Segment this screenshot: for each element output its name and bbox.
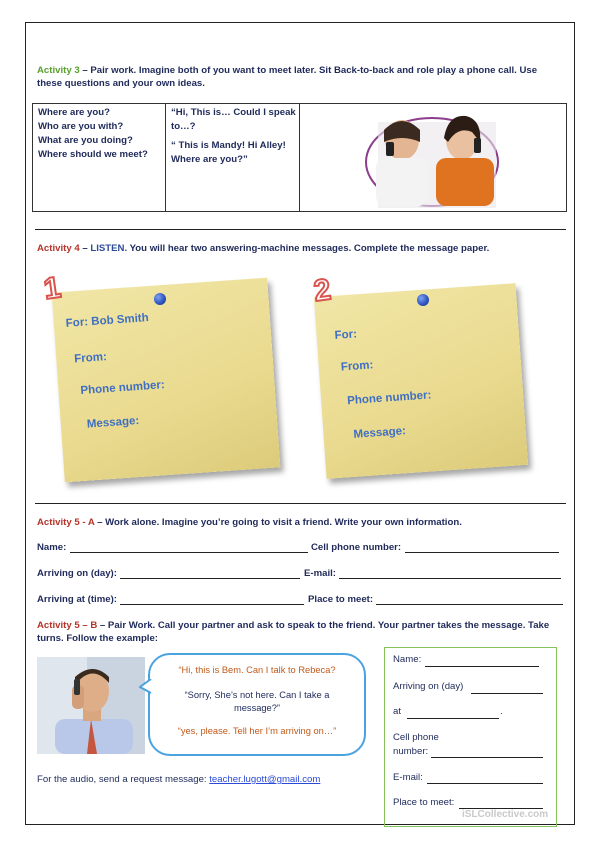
message-note-1 (52, 278, 281, 483)
activity5a-label: Activity 5 - A (37, 517, 95, 528)
activity3-table (32, 103, 567, 212)
email-label: E-mail: (304, 568, 336, 579)
dialogue-line: Where are you?” (171, 154, 248, 165)
note1-phone: Phone number: (80, 379, 166, 397)
email-link[interactable]: teacher.lugott@gmail.com (209, 774, 321, 785)
activity3-label: Activity 3 (37, 65, 80, 76)
activity4-instructions (37, 242, 567, 255)
box-cell-label-2: number: (393, 746, 429, 757)
activity3-text-1: – Pair work. Imagine both of you want to meet later. Sit Back-to-back and role play a phone call. Use (79, 65, 538, 76)
activity5b-text-1: – Pair Work. Call your partner and ask to speak to the friend. Your partner takes the message. Take (97, 620, 550, 631)
pushpin-icon (154, 293, 166, 305)
audio-text: For the audio, send a request message: (37, 774, 210, 785)
arriving-at-label: Arriving at (time): (37, 594, 117, 605)
phone-call-illustration (362, 108, 502, 208)
arriving-at-input-line[interactable] (120, 604, 304, 605)
box-email-line[interactable] (427, 783, 543, 784)
question-item: What are you doing? (38, 135, 133, 146)
speech-bubble (148, 653, 366, 756)
note1-from: From: (73, 351, 108, 366)
email-input-line[interactable] (339, 578, 561, 579)
box-at-line[interactable] (407, 718, 499, 719)
pushpin-icon (417, 294, 429, 306)
activity5a-instructions (37, 516, 567, 529)
bubble-line: “Sorry, She’s not here. Can I take a (184, 690, 330, 700)
box-name-label: Name: (393, 654, 422, 665)
bubble-line: “yes, please. Tell her I’m arriving on…” (177, 726, 337, 736)
phone-call-image-cell (300, 104, 566, 211)
question-item: Where are you? (38, 107, 110, 118)
bubble-line: message?” (234, 703, 280, 713)
bubble-line: “Hi, this is Bem. Can I talk to Rebeca? (178, 665, 336, 675)
activity4-label: Activity 4 (37, 243, 80, 254)
dialogue-line: “Hi, This is… Could I speak (171, 107, 296, 118)
box-cell-label-1: Cell phone (393, 732, 439, 743)
activity5b-text-2: turns. Follow the example: (37, 633, 159, 644)
note1-for: For: Bob Smith (65, 312, 150, 330)
cell-phone-input-line[interactable] (405, 552, 559, 553)
note-number-1: 1 (41, 271, 63, 307)
box-place-label: Place to meet: (393, 797, 455, 808)
box-name-line[interactable] (425, 666, 539, 667)
question-item: Who are you with? (38, 121, 124, 132)
arriving-on-label: Arriving on (day): (37, 568, 117, 579)
message-form-box (384, 647, 557, 827)
note1-message: Message: (86, 414, 140, 431)
dialogue-cell (166, 104, 300, 211)
name-input-line[interactable] (70, 552, 308, 553)
dialogue-line: to…? (171, 121, 196, 132)
activity3-instructions (37, 64, 567, 90)
listen-label: LISTEN. (90, 243, 128, 254)
divider (35, 229, 566, 230)
dialogue-line: “ This is Mandy! Hi Alley! (171, 140, 286, 151)
note2-message: Message: (353, 425, 407, 441)
activity3-text-2: these questions and your own ideas. (37, 78, 205, 89)
name-label: Name: (37, 542, 67, 553)
note2-phone: Phone number: (346, 389, 432, 408)
place-label: Place to meet: (308, 594, 374, 605)
activity5a-text: – Work alone. Imagine you’re going to visit a friend. Write your own information. (94, 517, 462, 528)
bubble-tail-icon (139, 679, 153, 695)
question-item: Where should we meet? (38, 149, 148, 160)
box-cell-line[interactable] (431, 757, 543, 758)
box-arriving-on-line[interactable] (471, 693, 543, 694)
audio-request-text (37, 774, 320, 785)
message-note-2 (314, 283, 528, 479)
activity4-text: You will hear two answering-machine messages. Complete the message paper. (127, 243, 490, 254)
watermark: iSLCollective.com (462, 809, 549, 820)
box-arriving-on-label: Arriving on (day) (393, 681, 464, 692)
note2-from: From: (340, 359, 374, 374)
activity5b-instructions (37, 619, 567, 645)
arriving-on-input-line[interactable] (120, 578, 300, 579)
divider (35, 503, 566, 504)
place-input-line[interactable] (376, 604, 563, 605)
note-number-2: 2 (311, 273, 333, 309)
activity4-dash: – (79, 243, 91, 254)
box-at-end: . (500, 706, 503, 717)
note2-for: For: (334, 328, 358, 342)
cell-phone-label: Cell phone number: (311, 542, 402, 553)
box-at-label: at (393, 706, 402, 717)
box-email-label: E-mail: (393, 772, 423, 783)
man-on-phone-illustration (37, 657, 145, 754)
questions-cell (33, 104, 166, 211)
activity5b-label: Activity 5 – B (37, 620, 98, 631)
